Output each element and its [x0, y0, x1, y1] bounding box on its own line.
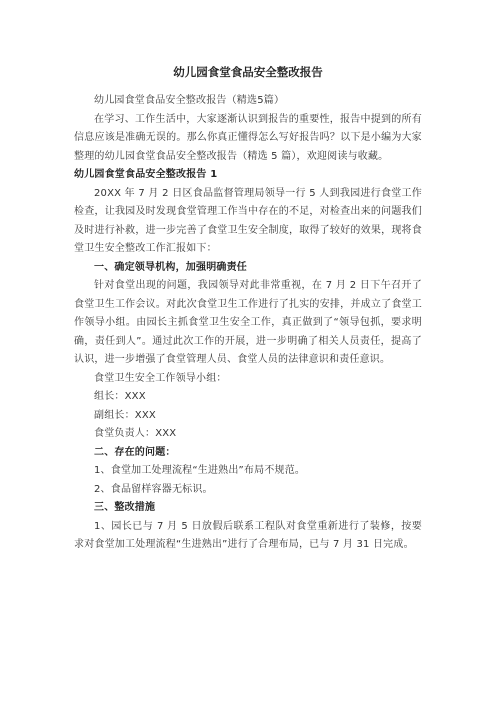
measure-1: 1、园长已与 7 月 5 日放假后联系工程队对食堂重新进行了装修，按要求对食堂加工处理流程“生进熟出”进行了合理布局，已与 7 月 31 日完成。 — [74, 520, 422, 550]
document-body — [74, 92, 422, 555]
group-title: 食堂卫生安全工作领导小组： — [94, 372, 227, 384]
heading-2: 二、存在的问题： — [94, 446, 176, 458]
document-title: 幼儿园食堂食品安全整改报告 — [173, 65, 323, 79]
paragraph-2: 针对食堂出现的问题，我园领导对此非常重视，在 7 月 2 日下午召开了食堂卫生工作会议。对此次食堂卫生工作进行了扎实的安排，并成立了食堂工作领导小组。由园长主抓食堂卫生安全工作，真正做到了“领导包抓，要求明确，责任到人”。通过此次工作的开展，进一步明确了相关人员责任，提高了认识，进一步增强了食堂管理人员、食堂人员的法律意识和责任意识。 — [74, 280, 422, 365]
intro-paragraph: 在学习、工作生活中，大家逐渐认识到报告的重要性，报告中提到的所有信息应该是准确无误的。那么你真正懂得怎么写好报告吗？以下是小编为大家整理的幼儿园食堂食品安全整改报告（精选 5 篇），欢迎阅读与收藏。 — [74, 113, 422, 162]
group-leader: 组长：XXX — [94, 391, 146, 402]
intro-line: 幼儿园食堂食品安全整改报告（精选5篇） — [94, 95, 285, 106]
group-deputy: 副组长：XXX — [94, 409, 156, 421]
section-title: 幼儿园食堂食品安全整改报告 1 — [74, 169, 218, 180]
canteen-head: 食堂负责人：XXX — [94, 428, 177, 439]
issue-2: 2、食品留样容器无标识。 — [94, 483, 213, 495]
paragraph-1: 20XX 年 7 月 2 日区食品监督管理局领导一行 5 人到我园进行食堂工作检查，让我园及时发现食堂管理工作当中存在的不足，对检查出来的问题我们及时进行补救，进一步完善了食堂卫生安全制度，取得了较好的效果，现将食堂卫生安全整改工作汇报如下： — [74, 187, 422, 254]
issue-1: 1、食堂加工处理流程“生进熟出”布局不规范。 — [94, 465, 306, 476]
heading-1: 一、确定领导机构，加强明确责任 — [94, 261, 247, 273]
heading-3: 三、整改措施 — [94, 502, 156, 513]
